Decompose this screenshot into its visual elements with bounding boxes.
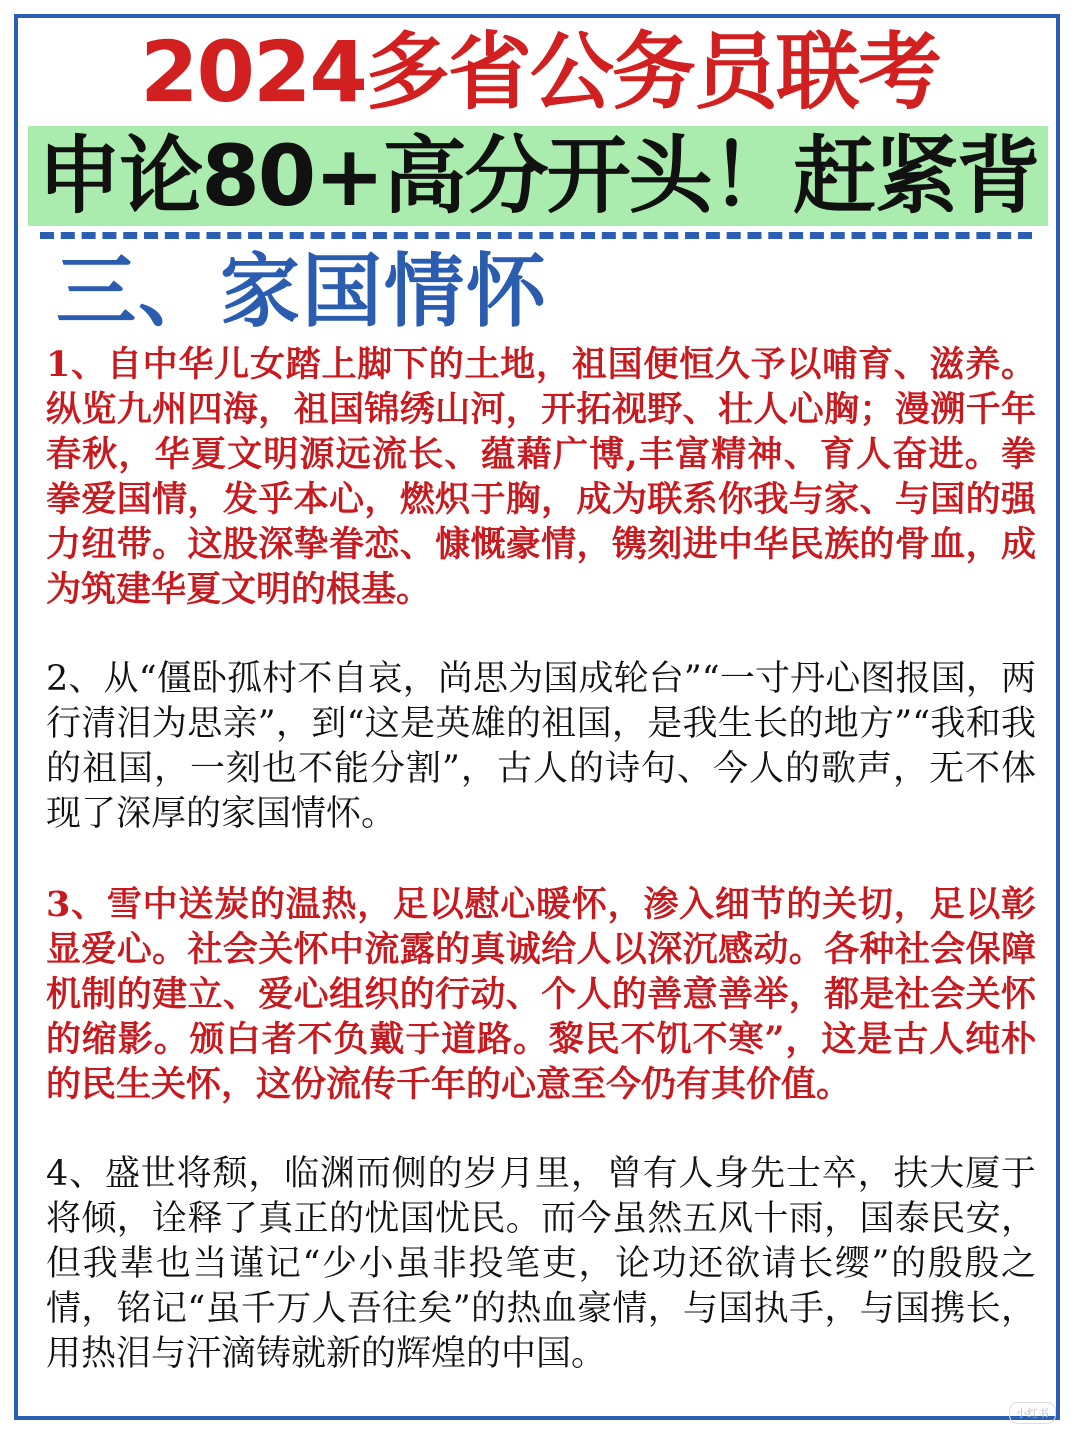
paragraph-4: 4、盛世将颓，临渊而侧的岁月里，曾有人身先士卒，扶大厦于将倾，诠释了真正的忧国忧民。而今虽然五风十雨，国泰民安，但我辈也当谨记“少小虽非投笔吏，论功还欲请长缨”的殷殷之情，铭记“虽千万人吾往矣”的热血豪情，与国执手，与国携长，用热泪与汗滴铸就新的辉煌的中国。 [46, 1154, 1036, 1374]
paragraph-gap [46, 612, 1036, 657]
title-line-1: 2024多省公务员联考 [140, 23, 940, 121]
paragraph-3: 3、雪中送炭的温热，足以慰心暖怀，渗入细节的关切，足以彰显爱心。社会关怀中流露的真诚给人以深沉感动。各种社会保障机制的建立、爱心组织的行动、个人的善意善举，都是社会关怀的缩影。颁白者不负戴于道路。黎民不饥不寒”，这是古人纯朴的民生关怀，这份流传千年的心意至今仍有其价值。 [46, 884, 1036, 1105]
article-body [46, 342, 1036, 1377]
dashed-divider [40, 232, 1032, 239]
section-title: 三、家国情怀 [56, 245, 548, 338]
paragraph-1: 1、自中华儿女踏上脚下的土地，祖国便恒久予以哺育、滋养。纵览九州四海，祖国锦绣山河，开拓视野、壮人心胸；漫溯千年春秋，华夏文明源远流长、蕴藉广博,丰富精神、育人奋进。拳拳爱国情，发乎本心，燃炽于胸，成为联系你我与家、与国的强力纽带。这股深挚眷恋、慷慨豪情，镌刻进中华民族的骨血，成为筑建华夏文明的根基。 [46, 344, 1036, 610]
paragraph-2: 2、从“僵卧孤村不自哀，尚思为国成轮台”“一寸丹心图报国，两行清泪为思亲”，到“这是英雄的祖国，是我生长的地方”“我和我的祖国，一刻也不能分割”，古人的诗句、今人的歌声，无不体现了深厚的家国情怀。 [46, 659, 1036, 834]
watermark-logo: 小红书 [1009, 1402, 1056, 1424]
paragraph-gap [46, 837, 1036, 882]
paragraph-gap [46, 1107, 1036, 1152]
title-line-2-highlighted: 申论80+高分开头！赶紧背 [28, 126, 1048, 226]
